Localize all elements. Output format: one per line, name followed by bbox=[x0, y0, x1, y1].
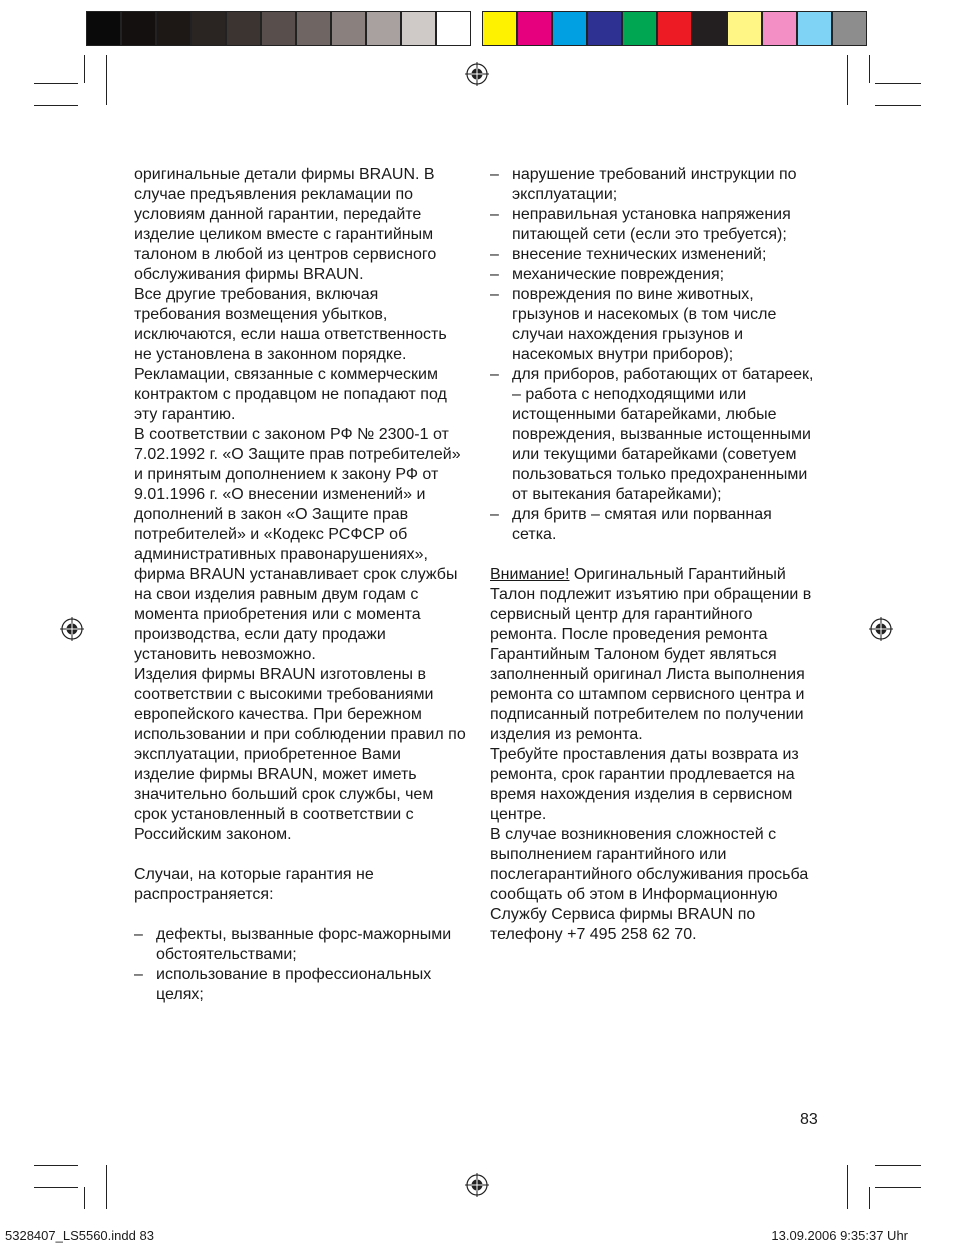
crop-mark bbox=[84, 55, 85, 83]
color-swatch bbox=[762, 11, 797, 46]
list-item bbox=[490, 265, 820, 285]
crop-mark bbox=[106, 1165, 107, 1209]
crop-mark bbox=[34, 105, 78, 106]
dash-bullet: – bbox=[490, 206, 499, 223]
color-swatch bbox=[692, 11, 727, 46]
slug-timestamp: 13.09.2006 9:35:37 Uhr bbox=[771, 1228, 908, 1243]
list-item bbox=[490, 285, 820, 365]
crop-mark bbox=[106, 55, 107, 105]
color-swatch bbox=[401, 11, 436, 46]
dash-bullet: – bbox=[134, 966, 143, 983]
color-swatch bbox=[156, 11, 191, 46]
color-swatch bbox=[436, 11, 471, 46]
color-swatch bbox=[482, 11, 517, 46]
exclusions-intro: Случаи, на которые гарантия не распространяется: bbox=[134, 866, 374, 903]
list-item bbox=[134, 965, 466, 1005]
color-swatch bbox=[517, 11, 552, 46]
paragraph: В соответствии с законом РФ № 2300-1 от 7.02.1992 г. «О Защите прав потребителей» и принятым дополнением к закону РФ от 9.01.1996 г. «О внесении изменений» и дополнений в закон «О Защите прав потребителей» и «Кодекс РСФСР об административных правонарушениях», фирма BRAUN устанавливает срок службы на свои изделия равным двум годам с момента приобретения или с момента производства, если дату продажи установить невозможно. bbox=[134, 426, 461, 663]
left-text-column bbox=[134, 165, 466, 1005]
color-swatch bbox=[331, 11, 366, 46]
list-item bbox=[490, 165, 820, 205]
registration-mark-icon bbox=[60, 617, 84, 641]
list-item-text: дефекты, вызванные форс-мажорными обстоятельствами; bbox=[156, 926, 452, 963]
registration-mark-icon bbox=[465, 1173, 489, 1197]
color-calibration-bar bbox=[482, 11, 867, 46]
grayscale-calibration-bar bbox=[86, 11, 471, 46]
color-swatch bbox=[832, 11, 867, 46]
list-item bbox=[134, 925, 466, 965]
color-swatch bbox=[657, 11, 692, 46]
color-swatch bbox=[366, 11, 401, 46]
color-swatch bbox=[261, 11, 296, 46]
dash-bullet: – bbox=[490, 266, 499, 283]
attention-label: Внимание! bbox=[490, 566, 570, 583]
color-swatch bbox=[587, 11, 622, 46]
list-item bbox=[490, 245, 820, 265]
color-swatch bbox=[797, 11, 832, 46]
crop-mark bbox=[875, 83, 921, 84]
dash-bullet: – bbox=[490, 286, 499, 303]
color-swatch bbox=[552, 11, 587, 46]
registration-mark-icon bbox=[465, 62, 489, 86]
paragraph: Изделия фирмы BRAUN изготовлены в соответствии с высокими требованиями европейского качества. При бережном использовании и при соблюдении правил по эксплуатации, приобретенное Вами изделие фирмы BRAUN, может иметь значительно больший срок службы, чем срок установленный в соответствии с Российским законом. bbox=[134, 666, 466, 843]
color-swatch bbox=[191, 11, 226, 46]
dash-bullet: – bbox=[490, 506, 499, 523]
paragraph: Все другие требования, включая требования возмещения убытков, исключаются, если наша ответственность не установлена в законном порядке. bbox=[134, 286, 447, 363]
list-item bbox=[490, 505, 820, 545]
crop-mark bbox=[34, 1165, 78, 1166]
dash-bullet: – bbox=[490, 366, 499, 383]
page-number: 83 bbox=[800, 1111, 818, 1128]
list-item-text: механические повреждения; bbox=[512, 266, 725, 283]
crop-mark bbox=[869, 55, 870, 83]
list-item-text: нарушение требований инструкции по эксплуатации; bbox=[512, 166, 797, 203]
dash-bullet: – bbox=[490, 166, 499, 183]
crop-mark bbox=[847, 1165, 848, 1209]
crop-mark bbox=[34, 83, 78, 84]
color-swatch bbox=[86, 11, 121, 46]
color-swatch bbox=[296, 11, 331, 46]
color-swatch bbox=[727, 11, 762, 46]
list-item-text: для приборов, работающих от батареек, – работа с неподходящими или истощенными батарейками, любые повреждения, вызванные истощенными или текущими батарейками (советуем пользоваться только предохраненными от вытекания батарейками); bbox=[512, 366, 814, 503]
list-item bbox=[490, 365, 820, 505]
crop-mark bbox=[84, 1187, 85, 1209]
list-item bbox=[490, 205, 820, 245]
registration-mark-icon bbox=[869, 617, 893, 641]
paragraph: Рекламации, связанные с коммерческим контрактом с продавцом не попадают под эту гарантию. bbox=[134, 366, 447, 423]
crop-mark bbox=[847, 55, 848, 105]
crop-mark bbox=[875, 1165, 921, 1166]
list-item-text: повреждения по вине животных, грызунов и насекомых (в том числе случаи нахождения грызунов и насекомых внутри приборов); bbox=[512, 286, 777, 363]
color-swatch bbox=[121, 11, 156, 46]
list-item-text: для бритв – смятая или порванная сетка. bbox=[512, 506, 772, 543]
dash-bullet: – bbox=[490, 246, 499, 263]
paragraph: Требуйте проставления даты возврата из ремонта, срок гарантии продлевается на время нахождения изделия в сервисном центре. bbox=[490, 746, 799, 823]
color-swatch bbox=[622, 11, 657, 46]
crop-mark bbox=[875, 105, 921, 106]
slug-file-name: 5328407_LS5560.indd 83 bbox=[5, 1228, 154, 1243]
right-text-column bbox=[490, 165, 820, 945]
crop-mark bbox=[875, 1187, 921, 1188]
dash-bullet: – bbox=[134, 926, 143, 943]
crop-mark bbox=[869, 1187, 870, 1209]
list-item-text: неправильная установка напряжения питающей сети (если это требуется); bbox=[512, 206, 791, 243]
color-swatch bbox=[226, 11, 261, 46]
attention-text: Оригинальный Гарантийный Талон подлежит изъятию при обращении в сервисный центр для гарантийного ремонта. После проведения ремонта Гарантийным Талоном будет являться заполненный оригинал Листа выполнения ремонта со штампом сервисного центра и подписанный потребителем по получении изделия из ремонта. bbox=[490, 566, 812, 743]
paragraph: В случае возникновения сложностей с выполнением гарантийного или послегарантийного обслуживания просьба сообщать об этом в Информационную Службу Сервиса фирмы BRAUN по телефону +7 495 258 62 70. bbox=[490, 826, 809, 943]
list-item-text: использование в профессиональных целях; bbox=[156, 966, 432, 1003]
attention-paragraph bbox=[490, 565, 820, 745]
paragraph: оригинальные детали фирмы BRAUN. В случае предъявления рекламации по условиям данной гарантии, передайте изделие целиком вместе с гарантийным талоном в любой из центров сервисного обслуживания фирмы BRAUN. bbox=[134, 166, 437, 283]
crop-mark bbox=[34, 1187, 78, 1188]
list-item-text: внесение технических изменений; bbox=[512, 246, 767, 263]
